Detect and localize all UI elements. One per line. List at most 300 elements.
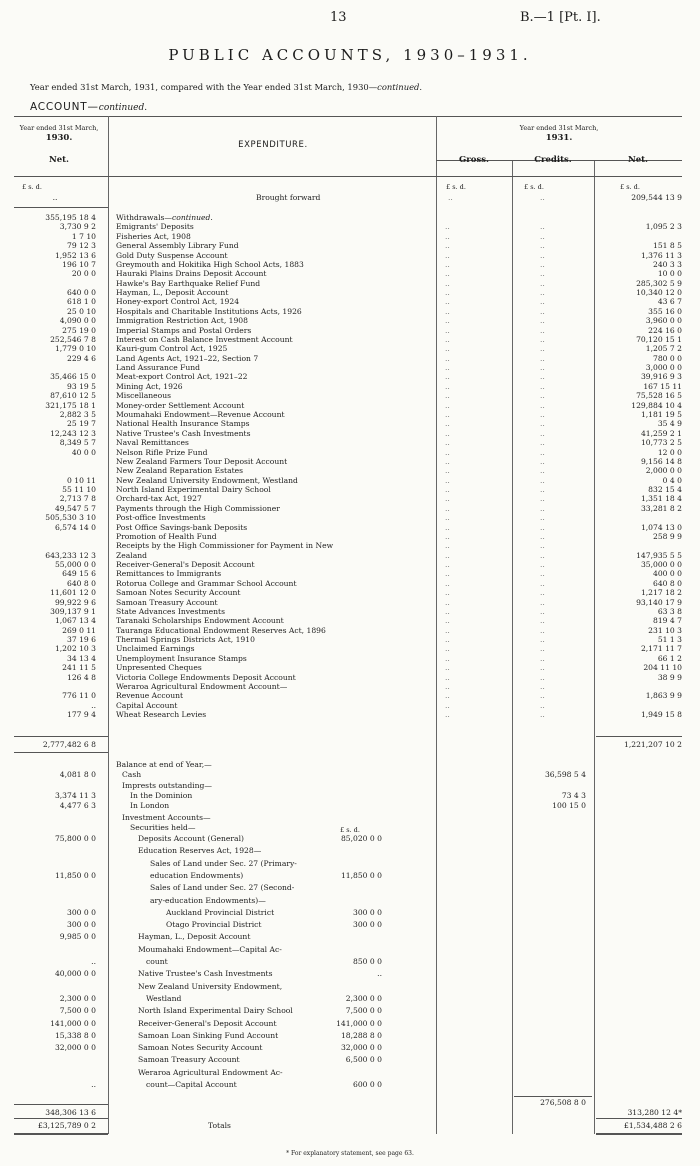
investment-description: Native Trustee's Cash Investments: [138, 969, 273, 979]
row-gross-blank: ..: [445, 691, 450, 701]
curr-year-label: Year ended 31st March,: [519, 124, 599, 132]
currency-net: £ s. d.: [620, 183, 640, 191]
investment-row: [0, 969, 700, 979]
row-description: Tauranga Educational Endowment Reserves Act, 1896: [116, 625, 326, 635]
investment-row: [0, 994, 700, 1004]
securities-label: Securities held—: [130, 823, 196, 832]
row-credits-blank: ..: [540, 419, 545, 429]
subtitle-continued: continued.: [377, 82, 423, 92]
investment-description: Education Reserves Act, 1928—: [138, 846, 262, 856]
investment-amount: 850 0 0: [353, 957, 382, 966]
row-gross-blank: ..: [445, 710, 450, 720]
row-description: Meat-export Control Act, 1921–22: [116, 372, 248, 382]
row-credits-blank: ..: [540, 306, 545, 316]
row-net: 167 15 11: [643, 381, 682, 391]
investment-description: Samoan Notes Security Account: [138, 1043, 263, 1053]
row-gross-blank: ..: [445, 363, 450, 373]
table-row: [0, 569, 700, 579]
table-row: [0, 616, 700, 626]
row-net: 9,156 14 8: [640, 456, 682, 466]
row-net: 38 9 9: [657, 672, 682, 682]
row-net: 75,528 16 5: [636, 391, 682, 401]
row-prev-net: 640 8 0: [67, 578, 96, 588]
row-credits-blank: ..: [540, 503, 545, 513]
balance-cash-prev: 4,081 8 0: [59, 770, 96, 779]
account-heading-text: ACCOUNT—: [30, 101, 99, 113]
row-credits-blank: ..: [540, 241, 545, 251]
investment-prev: 40,000 0 0: [54, 969, 96, 979]
investment-row: [0, 932, 700, 942]
row-credits-blank: ..: [540, 381, 545, 391]
imprests-dominion-credit: 73 4 3: [561, 791, 586, 800]
row-net: 258 9 9: [653, 531, 682, 541]
investment-row: [0, 920, 700, 930]
balance-heading: Balance at end of Year,—: [116, 760, 212, 769]
row-description: Native Trustee's Cash Investments: [116, 428, 251, 438]
table-row: [0, 532, 700, 542]
table-row: [0, 316, 700, 326]
row-net: 12 0 0: [657, 447, 682, 457]
table-row: [0, 354, 700, 364]
row-net: 35 4 9: [657, 419, 682, 429]
row-net: 240 3 3: [653, 259, 682, 269]
row-net: 231 10 3: [648, 625, 682, 635]
row-prev-net: 269 0 11: [62, 625, 96, 635]
investment-prev: 15,338 8 0: [54, 1030, 96, 1040]
row-description: State Advances Investments: [116, 606, 226, 616]
table-row: [0, 541, 700, 551]
row-credits-blank: ..: [540, 297, 545, 307]
investment-prev: 11,850 0 0: [54, 870, 96, 880]
imprests-london-label: In London: [130, 801, 170, 810]
row-prev-net: 241 11 5: [62, 663, 96, 673]
table-row: [0, 269, 700, 279]
row-net: 1,376 11 3: [640, 250, 682, 260]
investment-row: [0, 1019, 700, 1029]
row-prev-net: 126 4 8: [67, 672, 96, 682]
table-row: [0, 485, 700, 495]
balance-net-total-rule: [596, 1118, 682, 1119]
brought-forward-prev: ..: [52, 193, 58, 202]
row-description: Miscellaneous: [116, 391, 171, 401]
row-gross-blank: ..: [445, 409, 450, 419]
row-description: Receiver-General's Deposit Account: [116, 560, 255, 570]
securities-currency: £ s. d.: [340, 826, 360, 834]
row-prev-net: 618 1 0: [67, 297, 96, 307]
row-gross-blank: ..: [445, 419, 450, 429]
row-net: 224 16 0: [648, 325, 682, 335]
table-row: [0, 466, 700, 476]
row-credits-blank: ..: [540, 691, 545, 701]
row-gross-blank: ..: [445, 344, 450, 354]
row-gross-blank: ..: [445, 550, 450, 560]
investment-amount: ..: [377, 969, 382, 979]
table-row: [0, 363, 700, 373]
table-row: [0, 232, 700, 242]
gross-header: Gross.: [459, 155, 489, 165]
row-credits-blank: ..: [540, 644, 545, 654]
row-gross-blank: ..: [445, 597, 450, 607]
table-row: [0, 297, 700, 307]
currency-gross: £ s. d.: [446, 183, 466, 191]
row-description: Money-order Settlement Account: [116, 400, 245, 410]
investment-amount: 6,500 0 0: [345, 1055, 382, 1065]
row-prev-net: 34 13 4: [67, 653, 96, 663]
row-prev-net: 505,530 3 10: [45, 513, 96, 523]
row-prev-net: 99,922 9 6: [54, 597, 96, 607]
row-gross-blank: ..: [445, 578, 450, 588]
row-prev-net: 37 19 6: [67, 635, 96, 645]
row-credits-blank: ..: [540, 700, 545, 710]
row-prev-net: 8,349 5 7: [59, 438, 96, 448]
row-net: 51 1 3: [657, 635, 682, 645]
investment-amount: 2,300 0 0: [345, 993, 382, 1003]
investment-amount: 11,850 0 0: [340, 870, 382, 880]
brought-forward-gross: ..: [448, 193, 453, 202]
row-description: Naval Remittances: [116, 438, 189, 448]
row-gross-blank: ..: [445, 672, 450, 682]
row-prev-net: 55 11 10: [62, 485, 96, 495]
imprests-dominion-row: [0, 791, 700, 801]
table-row: [0, 607, 700, 617]
row-description: Hauraki Plains Drains Deposit Account: [116, 269, 267, 279]
totals-prev-rule: [14, 1133, 108, 1135]
row-net: 355 16 0: [648, 306, 682, 316]
row-gross-blank: ..: [445, 456, 450, 466]
row-description: Hawke's Bay Earthquake Relief Fund: [116, 278, 261, 288]
row-credits-blank: ..: [540, 334, 545, 344]
row-credits-blank: ..: [540, 485, 545, 495]
row-credits-blank: ..: [540, 663, 545, 673]
investment-description: count: [146, 957, 168, 966]
table-row: [0, 691, 700, 701]
investment-prev: ..: [91, 957, 96, 966]
row-prev-net: 309,137 9 1: [50, 606, 96, 616]
investment-description: North Island Experimental Dairy School: [138, 1006, 293, 1016]
row-gross-blank: ..: [445, 635, 450, 645]
withdrawals-net-rule: [596, 736, 682, 737]
row-credits-blank: ..: [540, 438, 545, 448]
investment-row: [0, 945, 700, 955]
investment-row: [0, 1006, 700, 1016]
table-top-rule: [14, 116, 682, 117]
row-description: Promotion of Health Fund: [116, 531, 217, 541]
row-description: Mining Act, 1926: [116, 381, 183, 391]
prev-net-header: Net.: [48, 155, 70, 165]
row-prev-net: 3,730 9 2: [59, 222, 96, 232]
expenditure-header: EXPENDITURE.: [238, 140, 308, 150]
row-description: Post-office Investments: [116, 513, 206, 523]
withdrawals-total-net: 1,221,207 10 2: [624, 740, 682, 749]
row-description: Greymouth and Hokitika High School Acts, 1883: [116, 259, 304, 269]
row-prev-net: 93 19 5: [67, 381, 96, 391]
withdrawals-total-prev-rule: [14, 752, 108, 753]
row-credits-blank: ..: [540, 578, 545, 588]
table-row: [0, 523, 700, 533]
row-description: Thermal Springs Districts Act, 1910: [116, 635, 255, 645]
investment-prev: ..: [91, 1080, 96, 1089]
row-credits-blank: ..: [540, 550, 545, 560]
investment-prev: 75,800 0 0: [54, 834, 96, 843]
row-credits-blank: ..: [540, 569, 545, 579]
row-description: New Zealand Farmers Tour Deposit Account: [116, 456, 288, 466]
row-net: 400 0 0: [653, 569, 682, 579]
row-net: 285,302 5 9: [636, 278, 682, 288]
row-credits-blank: ..: [540, 541, 545, 551]
row-description: Taranaki Scholarships Endowment Account: [116, 616, 284, 626]
investment-row: [0, 1031, 700, 1041]
row-net: 1,074 13 0: [640, 522, 682, 532]
row-prev-net: ..: [91, 700, 96, 710]
investment-prev: 7,500 0 0: [59, 1006, 96, 1016]
table-row: [0, 626, 700, 636]
investment-amount: 18,288 8 0: [340, 1030, 382, 1040]
balance-cash-label: Cash: [122, 770, 142, 779]
row-description: Receipts by the High Commissioner for Payment in New: [116, 541, 334, 551]
row-net: 10,773 2 5: [640, 438, 682, 448]
imprests-london-prev: 4,477 6 3: [59, 801, 96, 810]
row-credits-blank: ..: [540, 616, 545, 626]
row-gross-blank: ..: [445, 269, 450, 279]
table-row: [0, 560, 700, 570]
row-prev-net: 55,000 0 0: [54, 560, 96, 570]
investment-credit-rule: [514, 1096, 592, 1097]
row-prev-net: 1,952 13 6: [54, 250, 96, 260]
header-bottom-rule: [14, 176, 682, 177]
row-net: 3,000 0 0: [645, 363, 682, 373]
row-prev-net: 321,175 18 1: [45, 400, 96, 410]
row-net: 39,916 9 3: [640, 372, 682, 382]
row-net: 33,281 8 2: [640, 503, 682, 513]
row-gross-blank: ..: [445, 222, 450, 232]
row-credits-blank: ..: [540, 475, 545, 485]
investment-amount: 7,500 0 0: [345, 1006, 382, 1016]
table-row: [0, 251, 700, 261]
row-net: 819 4 7: [653, 616, 682, 626]
investment-row: [0, 1043, 700, 1053]
row-gross-blank: ..: [445, 541, 450, 551]
table-row: [0, 710, 700, 720]
row-gross-blank: ..: [445, 560, 450, 570]
row-credits-blank: ..: [540, 522, 545, 532]
investment-accounts-label: Investment Accounts—: [122, 813, 211, 822]
row-description: Weraroa Agricultural Endowment Account—: [116, 682, 288, 691]
row-credits-blank: ..: [540, 325, 545, 335]
row-gross-blank: ..: [445, 438, 450, 448]
row-description: Samoan Treasury Account: [116, 597, 218, 607]
investment-row: [0, 957, 700, 967]
investment-description: ary-education Endowments)—: [150, 895, 266, 905]
investment-row: [0, 859, 700, 869]
investment-row: [0, 846, 700, 856]
row-credits-blank: ..: [540, 363, 545, 373]
table-row: [0, 673, 700, 683]
row-gross-blank: ..: [445, 466, 450, 476]
row-gross-blank: ..: [445, 700, 450, 710]
row-gross-blank: ..: [445, 513, 450, 523]
row-credits-blank: ..: [540, 353, 545, 363]
totals-prev: £3,125,789 0 2: [38, 1121, 96, 1130]
row-description: North Island Experimental Dairy School: [116, 485, 271, 495]
table-row: [0, 644, 700, 654]
row-description: Hospitals and Charitable Institutions Acts, 1926: [116, 306, 302, 316]
row-prev-net: 649 15 6: [62, 569, 96, 579]
row-credits-blank: ..: [540, 625, 545, 635]
totals-label: Totals: [208, 1121, 231, 1130]
row-description: Payments through the High Commissioner: [116, 503, 280, 513]
row-credits-blank: ..: [540, 428, 545, 438]
investment-row: [0, 1055, 700, 1065]
row-net: 1,095 2 3: [645, 222, 682, 232]
table-row: [0, 372, 700, 382]
imprests-dominion-label: In the Dominion: [130, 791, 193, 800]
balance-cash-row: [0, 770, 700, 780]
row-description: Hayman, L., Deposit Account: [116, 288, 229, 298]
row-net: 1,181 19 5: [640, 409, 682, 419]
row-credits-blank: ..: [540, 344, 545, 354]
row-credits-blank: ..: [540, 231, 545, 241]
row-credits-blank: ..: [540, 560, 545, 570]
table-row: [0, 401, 700, 411]
row-credits-blank: ..: [540, 710, 545, 720]
row-net: 10,340 12 0: [636, 288, 682, 298]
row-prev-net: 640 0 0: [67, 288, 96, 298]
row-gross-blank: ..: [445, 259, 450, 269]
subtitle-text: Year ended 31st March, 1931, compared with the Year ended 31st March, 1930—: [30, 82, 378, 92]
row-prev-net: 275 19 0: [62, 325, 96, 335]
row-description: Unpresented Cheques: [116, 663, 202, 673]
investment-row: [0, 908, 700, 918]
investment-amount: 300 0 0: [353, 920, 382, 930]
imprests-london-row: [0, 801, 700, 811]
investment-row: [0, 883, 700, 893]
row-net: 35,000 0 0: [640, 560, 682, 570]
account-heading: [30, 101, 147, 113]
table-row: [0, 476, 700, 486]
row-prev-net: 40 0 0: [71, 447, 96, 457]
brought-forward-label: Brought forward: [256, 193, 321, 202]
currency-prev: £ s. d.: [22, 183, 42, 191]
account-heading-continued: continued.: [98, 103, 148, 113]
table-row: [0, 382, 700, 392]
row-gross-blank: ..: [445, 325, 450, 335]
investment-description: Auckland Provincial District: [166, 907, 275, 917]
table-row: [0, 391, 700, 401]
imprests-label: Imprests outstanding—: [122, 781, 212, 790]
table-row: [0, 260, 700, 270]
totals-net: £1,534,488 2 6: [624, 1121, 682, 1130]
table-row: [0, 222, 700, 232]
row-credits-blank: ..: [540, 513, 545, 523]
investment-prev: 300 0 0: [67, 907, 96, 917]
row-gross-blank: ..: [445, 297, 450, 307]
balance-total-row: [0, 1108, 700, 1118]
balance-net-total: 313,280 12 4*: [627, 1108, 682, 1117]
totals-net-rule: [596, 1133, 682, 1135]
row-gross-blank: ..: [445, 588, 450, 598]
row-net: 204 11 10: [643, 663, 682, 673]
table-row: [0, 344, 700, 354]
investment-credit-total-row: [0, 1098, 700, 1108]
row-prev-net: 4,090 0 0: [59, 316, 96, 326]
investment-description: Moumahaki Endowment—Capital Ac-: [138, 944, 282, 954]
row-description: Zealand: [116, 550, 148, 560]
row-prev-net: 177 9 4: [67, 710, 96, 720]
row-gross-blank: ..: [445, 278, 450, 288]
row-gross-blank: ..: [445, 606, 450, 616]
row-gross-blank: ..: [445, 485, 450, 495]
row-credits-blank: ..: [540, 456, 545, 466]
row-credits-blank: ..: [540, 653, 545, 663]
row-credits-blank: ..: [540, 222, 545, 232]
row-credits-blank: ..: [540, 288, 545, 298]
table-row: [0, 457, 700, 467]
table-row: [0, 701, 700, 711]
currency-credits: £ s. d.: [524, 183, 544, 191]
row-gross-blank: ..: [445, 475, 450, 485]
investment-description: Sales of Land under Sec. 27 (Second-: [150, 883, 295, 893]
page-reference: B.—1 [Pt. I].: [520, 10, 601, 25]
table-row: [0, 579, 700, 589]
row-description: Orchard-tax Act, 1927: [116, 494, 202, 504]
investment-prev: 300 0 0: [67, 920, 96, 930]
row-net: 129,884 10 4: [631, 400, 682, 410]
row-description: Revenue Account: [116, 691, 184, 701]
row-gross-blank: ..: [445, 428, 450, 438]
row-description: Land Assurance Fund: [116, 363, 201, 373]
investment-row: [0, 834, 700, 844]
row-description: Remittances to Immigrants: [116, 569, 222, 579]
row-net: 1,205 7 2: [645, 344, 682, 354]
table-row: [0, 241, 700, 251]
row-net: 1,863 9 9: [645, 691, 682, 701]
row-prev-net: 643,233 12 3: [45, 550, 96, 560]
table-row: [0, 588, 700, 598]
investment-amount: 141,000 0 0: [336, 1018, 382, 1028]
row-description: National Health Insurance Stamps: [116, 419, 250, 429]
investment-prev: 32,000 0 0: [54, 1043, 96, 1053]
row-credits-blank: ..: [540, 597, 545, 607]
row-credits-blank: ..: [540, 400, 545, 410]
investment-amount: 300 0 0: [353, 907, 382, 917]
table-row: [0, 494, 700, 504]
prev-year-label: Year ended 31st March,: [19, 124, 99, 132]
row-prev-net: 776 11 0: [62, 691, 96, 701]
row-prev-net: 35,466 15 0: [50, 372, 96, 382]
row-net: 832 15 4: [648, 485, 682, 495]
investment-row: [0, 871, 700, 881]
row-gross-blank: ..: [445, 663, 450, 673]
row-credits-blank: ..: [540, 447, 545, 457]
row-credits-blank: ..: [540, 278, 545, 288]
row-prev-net: 25 19 7: [67, 419, 96, 429]
row-description: Nelson Rifle Prize Fund: [116, 447, 208, 457]
row-gross-blank: ..: [445, 372, 450, 382]
investment-description: Deposits Account (General): [138, 834, 244, 843]
row-prev-net: 1,779 0 10: [54, 344, 96, 354]
brought-forward-row: [0, 193, 700, 203]
row-net: 147,935 5 5: [636, 550, 682, 560]
table-row: [0, 438, 700, 448]
prev-year: 1930.: [45, 133, 73, 143]
row-prev-net: 2,882 3 5: [59, 409, 96, 419]
row-gross-blank: ..: [445, 306, 450, 316]
row-net: 43 6 7: [657, 297, 682, 307]
row-credits-blank: ..: [540, 466, 545, 476]
row-gross-blank: ..: [445, 569, 450, 579]
balance-prev-total: 348,306 13 6: [45, 1108, 96, 1117]
row-prev-net: 0 10 11: [67, 475, 96, 485]
